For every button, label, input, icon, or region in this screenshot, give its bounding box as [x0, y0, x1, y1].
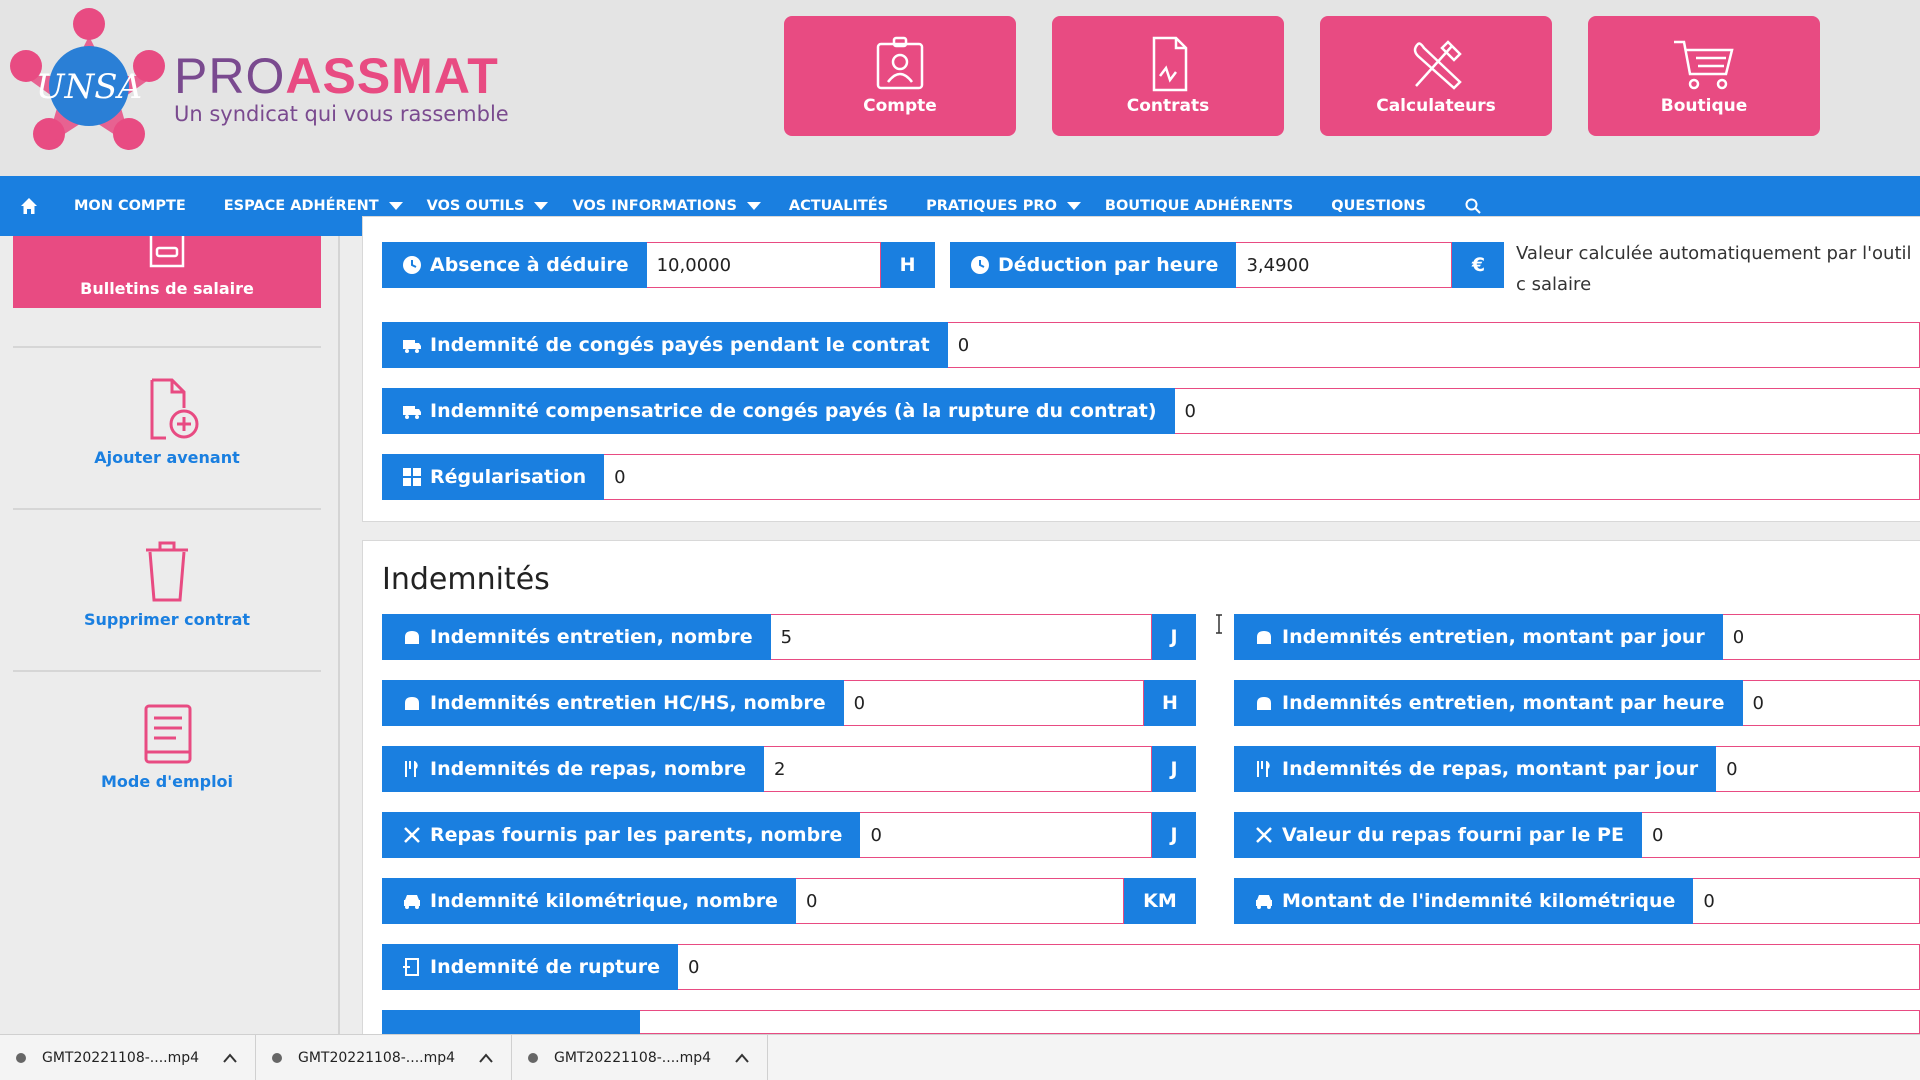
cutlery-icon [1254, 825, 1274, 845]
repas-montant-jour-label-box: Indemnités de repas, montant par jour [1234, 746, 1716, 792]
rupture-input[interactable]: 0 [678, 944, 1920, 990]
chevron-down-icon [1067, 202, 1081, 210]
repas-fournis-field [382, 812, 1196, 858]
km-montant-input[interactable]: 0 [1693, 878, 1920, 924]
book-icon [132, 702, 202, 766]
repas-fournis-unit: J [1152, 812, 1196, 858]
delete-contract-button[interactable] [13, 540, 321, 629]
text-cursor-icon [1214, 614, 1224, 634]
absence-label-box: Absence à déduire [382, 242, 647, 288]
calculators-button[interactable] [1320, 16, 1552, 136]
calculators-label: Calculateurs [1376, 96, 1496, 116]
km-montant-field [1234, 878, 1920, 924]
rupture-label-box: Indemnité de rupture [382, 944, 678, 990]
file-icon [270, 1051, 284, 1065]
entretien-montant-heure-field [1234, 680, 1920, 726]
repas-valeur-field [1234, 812, 1920, 858]
payslips-button[interactable] [13, 236, 321, 308]
nav-home[interactable] [20, 197, 38, 215]
cutlery-icon [402, 825, 422, 845]
compensatrice-input[interactable]: 0 [1175, 388, 1920, 434]
payslip-icon [147, 236, 187, 272]
brand-name [174, 48, 509, 126]
nav-vos-outils[interactable]: VOS OUTILS [427, 198, 549, 214]
repas-fournis-input[interactable]: 0 [860, 812, 1152, 858]
clock-icon [402, 255, 422, 275]
main-content [362, 236, 1920, 1034]
car-icon [402, 891, 422, 911]
indemnites-title: Indemnités [382, 562, 550, 597]
sidebar-divider [13, 670, 321, 672]
nav-espace-adherent[interactable]: ESPACE ADHÉRENT [224, 198, 403, 214]
repas-valeur-label-box: Valeur du repas fourni par le PE [1234, 812, 1642, 858]
nav-mon-compte[interactable]: MON COMPTE [74, 198, 186, 214]
autre-field [382, 1010, 1920, 1034]
repas-nombre-field [382, 746, 1196, 792]
autre-input[interactable] [640, 1010, 1920, 1034]
repas-valeur-input[interactable]: 0 [1642, 812, 1920, 858]
repas-fournis-label-box: Repas fournis par les parents, nombre [382, 812, 860, 858]
deduction-input[interactable]: 3,4900 [1236, 242, 1452, 288]
logo-text: UNSA [35, 67, 143, 107]
account-icon [868, 36, 932, 92]
deduction-unit: € [1452, 242, 1504, 288]
trash-icon [132, 540, 202, 604]
tools-icon [1404, 36, 1468, 92]
contracts-label: Contrats [1126, 96, 1210, 116]
file-add-icon [132, 378, 202, 442]
download-item[interactable] [0, 1035, 256, 1080]
download-item[interactable] [512, 1035, 768, 1080]
absence-field [382, 242, 916, 288]
chevron-down-icon [534, 202, 548, 210]
entretien-montant-jour-input[interactable]: 0 [1723, 614, 1920, 660]
unsa-logo[interactable] [4, 6, 174, 162]
km-nombre-input[interactable]: 0 [796, 878, 1124, 924]
contract-icon [1136, 36, 1200, 92]
sidebar [0, 236, 340, 1034]
chevron-down-icon [389, 202, 403, 210]
entretien-montant-heure-label-box: Indemnités entretien, montant par heure [1234, 680, 1743, 726]
payslips-label: Bulletins de salaire [80, 279, 254, 298]
conges-label-box: Indemnité de congés payés pendant le contrat [382, 322, 948, 368]
shop-button[interactable] [1588, 16, 1820, 136]
entretien-hc-field [382, 680, 1196, 726]
account-button[interactable] [784, 16, 1016, 136]
grid-icon [402, 467, 422, 487]
regularisation-field [382, 454, 1920, 500]
utensils-icon [1254, 759, 1274, 779]
brand-tagline: Un syndicat qui vous rassemble [174, 102, 509, 126]
site-header [0, 0, 1920, 176]
clock-icon [970, 255, 990, 275]
repas-nombre-input[interactable]: 2 [764, 746, 1152, 792]
file-icon [14, 1051, 28, 1065]
km-nombre-field [382, 878, 1196, 924]
care-icon [402, 627, 422, 647]
car-icon [1254, 891, 1274, 911]
user-guide-button[interactable] [13, 702, 321, 791]
shop-label: Boutique [1660, 96, 1748, 116]
download-filename: GMT20221108-....mp4 [554, 1050, 712, 1066]
repas-nombre-unit: J [1152, 746, 1196, 792]
entretien-nombre-label-box: Indemnités entretien, nombre [382, 614, 771, 660]
sidebar-divider [13, 346, 321, 348]
entretien-montant-heure-input[interactable]: 0 [1743, 680, 1920, 726]
entretien-hc-unit: H [1144, 680, 1196, 726]
cart-icon [1672, 36, 1736, 92]
chevron-up-icon[interactable] [479, 1053, 493, 1063]
download-filename: GMT20221108-....mp4 [298, 1050, 456, 1066]
entretien-nombre-input[interactable]: 5 [771, 614, 1152, 660]
care-icon [1254, 627, 1274, 647]
nav-search[interactable] [1464, 197, 1482, 215]
utensils-icon [402, 759, 422, 779]
user-guide-label: Mode d'emploi [100, 772, 234, 791]
nav-vos-informations[interactable]: VOS INFORMATIONS [572, 198, 760, 214]
door-icon [402, 957, 422, 977]
auto-calc-note: Valeur calculée automatiquement par l'outil c salaire [1516, 243, 1912, 295]
entretien-hc-input[interactable]: 0 [844, 680, 1144, 726]
regularisation-input[interactable]: 0 [604, 454, 1920, 500]
km-montant-label-box: Montant de l'indemnité kilométrique [1234, 878, 1693, 924]
chevron-down-icon [747, 202, 761, 210]
compensatrice-field [382, 388, 1920, 434]
download-item[interactable] [256, 1035, 512, 1080]
chevron-up-icon[interactable] [223, 1053, 237, 1063]
conges-input[interactable]: 0 [948, 322, 1920, 368]
brand-assmat: ASSMAT [285, 48, 499, 104]
sidebar-divider [13, 508, 321, 510]
home-icon [20, 197, 38, 215]
rupture-field [382, 944, 1920, 990]
nav-boutique-adherents[interactable]: BOUTIQUE ADHÉRENTS [1104, 198, 1294, 214]
nav-questions[interactable]: QUESTIONS [1331, 198, 1426, 214]
entretien-montant-jour-field [1234, 614, 1920, 660]
chevron-up-icon[interactable] [735, 1053, 749, 1063]
delete-contract-label: Supprimer contrat [83, 610, 251, 629]
search-icon [1464, 197, 1482, 215]
entretien-nombre-unit: J [1152, 614, 1196, 660]
add-amendment-button[interactable] [13, 378, 321, 467]
care-icon [402, 693, 422, 713]
care-icon [1254, 693, 1274, 713]
brand-pro: PRO [174, 48, 286, 104]
regularisation-label-box: Régularisation [382, 454, 604, 500]
download-filename: GMT20221108-....mp4 [42, 1050, 200, 1066]
conges-field [382, 322, 1920, 368]
contracts-button[interactable] [1052, 16, 1284, 136]
km-nombre-label-box: Indemnité kilométrique, nombre [382, 878, 796, 924]
repas-nombre-label-box: Indemnités de repas, nombre [382, 746, 764, 792]
nav-pratiques-pro[interactable]: PRATIQUES PRO [926, 198, 1081, 214]
autre-label-box [382, 1010, 640, 1034]
absence-unit: H [881, 242, 935, 288]
compensatrice-label-box: Indemnité compensatrice de congés payés (à la rupture du contrat) [382, 388, 1175, 434]
truck-icon [402, 335, 422, 355]
absence-input[interactable]: 10,0000 [647, 242, 881, 288]
deduction-field [950, 242, 1486, 288]
truck-icon [402, 401, 422, 421]
km-nombre-unit: KM [1124, 878, 1196, 924]
repas-montant-jour-input[interactable]: 0 [1716, 746, 1920, 792]
repas-montant-jour-field [1234, 746, 1920, 792]
deduction-label-box: Déduction par heure [950, 242, 1236, 288]
account-label: Compte [863, 96, 937, 116]
entretien-montant-jour-label-box: Indemnités entretien, montant par jour [1234, 614, 1723, 660]
add-amendment-label: Ajouter avenant [94, 448, 240, 467]
entretien-nombre-field [382, 614, 1196, 660]
nav-actualites[interactable]: ACTUALITÉS [788, 198, 889, 214]
file-icon [526, 1051, 540, 1065]
downloads-bar [0, 1034, 1920, 1080]
entretien-hc-label-box: Indemnités entretien HC/HS, nombre [382, 680, 844, 726]
